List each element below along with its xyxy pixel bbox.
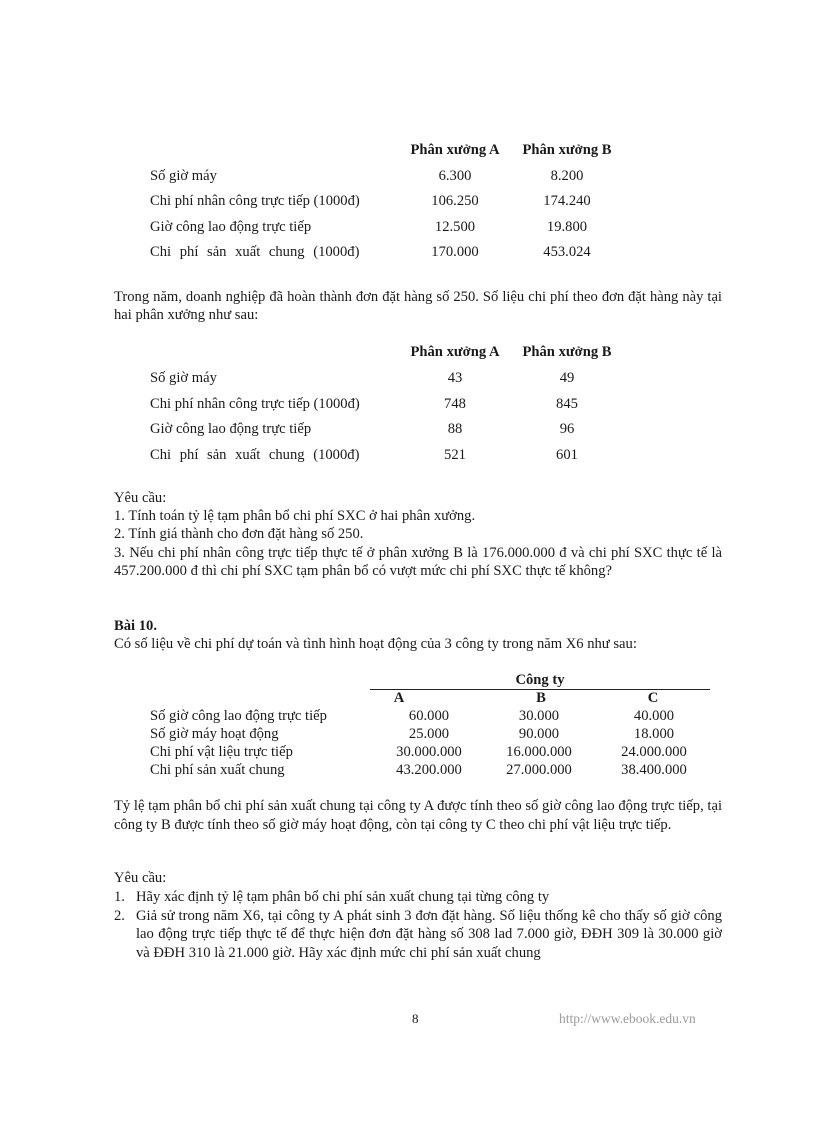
table2-row-label: Giờ công lao động trực tiếp	[150, 421, 312, 437]
requirement-item: 3. Nếu chi phí nhân công trực tiếp thực tế ở phân xưởng B là 176.000.000 đ và chi phí SXC thực tế là 457.200.000 đ thì chi phí SXC tạm phân bổ có vượt mức chi phí SXC thực tế không?	[114, 545, 722, 579]
table1-cell: 12.500	[434, 219, 476, 235]
requirement-item: 1. Tính toán tỷ lệ tạm phân bổ chi phí SXC ở hai phân xưởng.	[114, 508, 476, 524]
requirement-item	[114, 907, 722, 963]
page-number: 8	[412, 1011, 419, 1026]
company-cell: 27.000.000	[506, 762, 572, 778]
company-row-label: Chi phí vật liệu trực tiếp	[150, 744, 293, 760]
allocation-paragraph: Tỷ lệ tạm phân bổ chi phí sản xuất chung tại công ty A được tính theo số giờ công lao động trực tiếp, tại công ty B được tính theo số giờ máy hoạt động, còn tại công ty C theo chi phí vật liệu trực tiếp.	[114, 798, 722, 833]
company-cell: 30.000.000	[396, 744, 462, 760]
company-cell: 40.000	[633, 708, 675, 724]
table2-row-label: Số giờ máy	[150, 370, 217, 386]
item-text: Giả sử trong năm X6, tại công ty A phát sinh 3 đơn đặt hàng. Số liệu thống kê cho thấy số giờ công lao động trực tiếp thực tế để thực hiện đơn đặt hàng số 308 lad 7.000 giờ, ĐĐH 309 là 30.000 giờ và ĐĐH 310 là 21.000 giờ. Hãy xác định mức chi phí sản xuất chung	[136, 907, 722, 961]
company-cell: 43.200.000	[396, 762, 462, 778]
requirement-item: 2. Tính giá thành cho đơn đặt hàng số 250.	[114, 526, 364, 542]
footer-url: http://www.ebook.edu.vn	[559, 1011, 696, 1026]
company-col-header: B	[536, 690, 546, 706]
company-col-header: A	[393, 690, 405, 706]
table2-cell: 88	[447, 421, 463, 437]
table2-cell: 748	[444, 396, 466, 412]
table2-cell: 845	[556, 396, 578, 412]
item-number: 1.	[114, 889, 125, 905]
table1-cell: 106.250	[431, 193, 479, 209]
table1-row-label: Chi phí sản xuất chung (1000đ)	[150, 244, 360, 260]
table1-row-label: Chi phí nhân công trực tiếp (1000đ)	[150, 193, 360, 209]
company-cell: 30.000	[518, 708, 560, 724]
company-col-header: C	[647, 690, 659, 706]
table1-row-label: Giờ công lao động trực tiếp	[150, 219, 312, 235]
table2-row-label: Chi phí sản xuất chung (1000đ)	[150, 447, 360, 463]
company-cell: 90.000	[518, 726, 560, 742]
requirements-heading: Yêu cầu:	[114, 490, 167, 506]
table2-col-b-header: Phân xưởng B	[522, 344, 612, 360]
table2-cell: 96	[559, 421, 575, 437]
table2-row-label: Chi phí nhân công trực tiếp (1000đ)	[150, 396, 360, 412]
company-row-label: Chi phí sản xuất chung	[150, 762, 285, 778]
requirements-heading: Yêu cầu:	[114, 870, 167, 886]
company-group-header: Công ty	[515, 672, 565, 688]
company-cell: 25.000	[408, 726, 450, 742]
table2-cell: 49	[559, 370, 575, 386]
table1-row-label: Số giờ máy	[150, 168, 217, 184]
company-row-label: Số giờ máy hoạt động	[150, 726, 279, 742]
requirements-list	[114, 888, 722, 962]
table1-cell: 170.000	[431, 244, 479, 260]
exercise-intro: Có số liệu về chi phí dự toán và tình hình hoạt động của 3 công ty trong năm X6 như sau:	[114, 636, 637, 652]
table1-cell: 453.024	[543, 244, 591, 260]
company-cell: 16.000.000	[506, 744, 572, 760]
exercise-title: Bài 10.	[114, 618, 157, 634]
table2-cell: 521	[444, 447, 466, 463]
table2-cell: 43	[447, 370, 463, 386]
company-row-label: Số giờ công lao động trực tiếp	[150, 708, 327, 724]
company-cell: 60.000	[408, 708, 450, 724]
table1-col-a-header: Phân xưởng A	[410, 142, 500, 158]
table2-col-a-header: Phân xưởng A	[410, 344, 500, 360]
table1-cell: 19.800	[546, 219, 588, 235]
table1-cell: 6.300	[438, 168, 472, 184]
table1-cell: 174.240	[543, 193, 591, 209]
table1-col-b-header: Phân xưởng B	[522, 142, 612, 158]
table2-cell: 601	[556, 447, 578, 463]
table1-cell: 8.200	[550, 168, 584, 184]
company-cell: 24.000.000	[621, 744, 687, 760]
paragraph-order-250: Trong năm, doanh nghiệp đã hoàn thành đơn đặt hàng số 250. Số liệu chi phí theo đơn đặt hàng này tại hai phân xưởng như sau:	[114, 289, 722, 323]
item-number: 2.	[114, 907, 125, 924]
requirement-item	[114, 888, 722, 907]
company-cell: 38.400.000	[621, 762, 687, 778]
company-cell: 18.000	[633, 726, 675, 742]
item-text: Hãy xác định tỷ lệ tạm phân bổ chi phí sản xuất chung tại từng công ty	[136, 889, 550, 905]
